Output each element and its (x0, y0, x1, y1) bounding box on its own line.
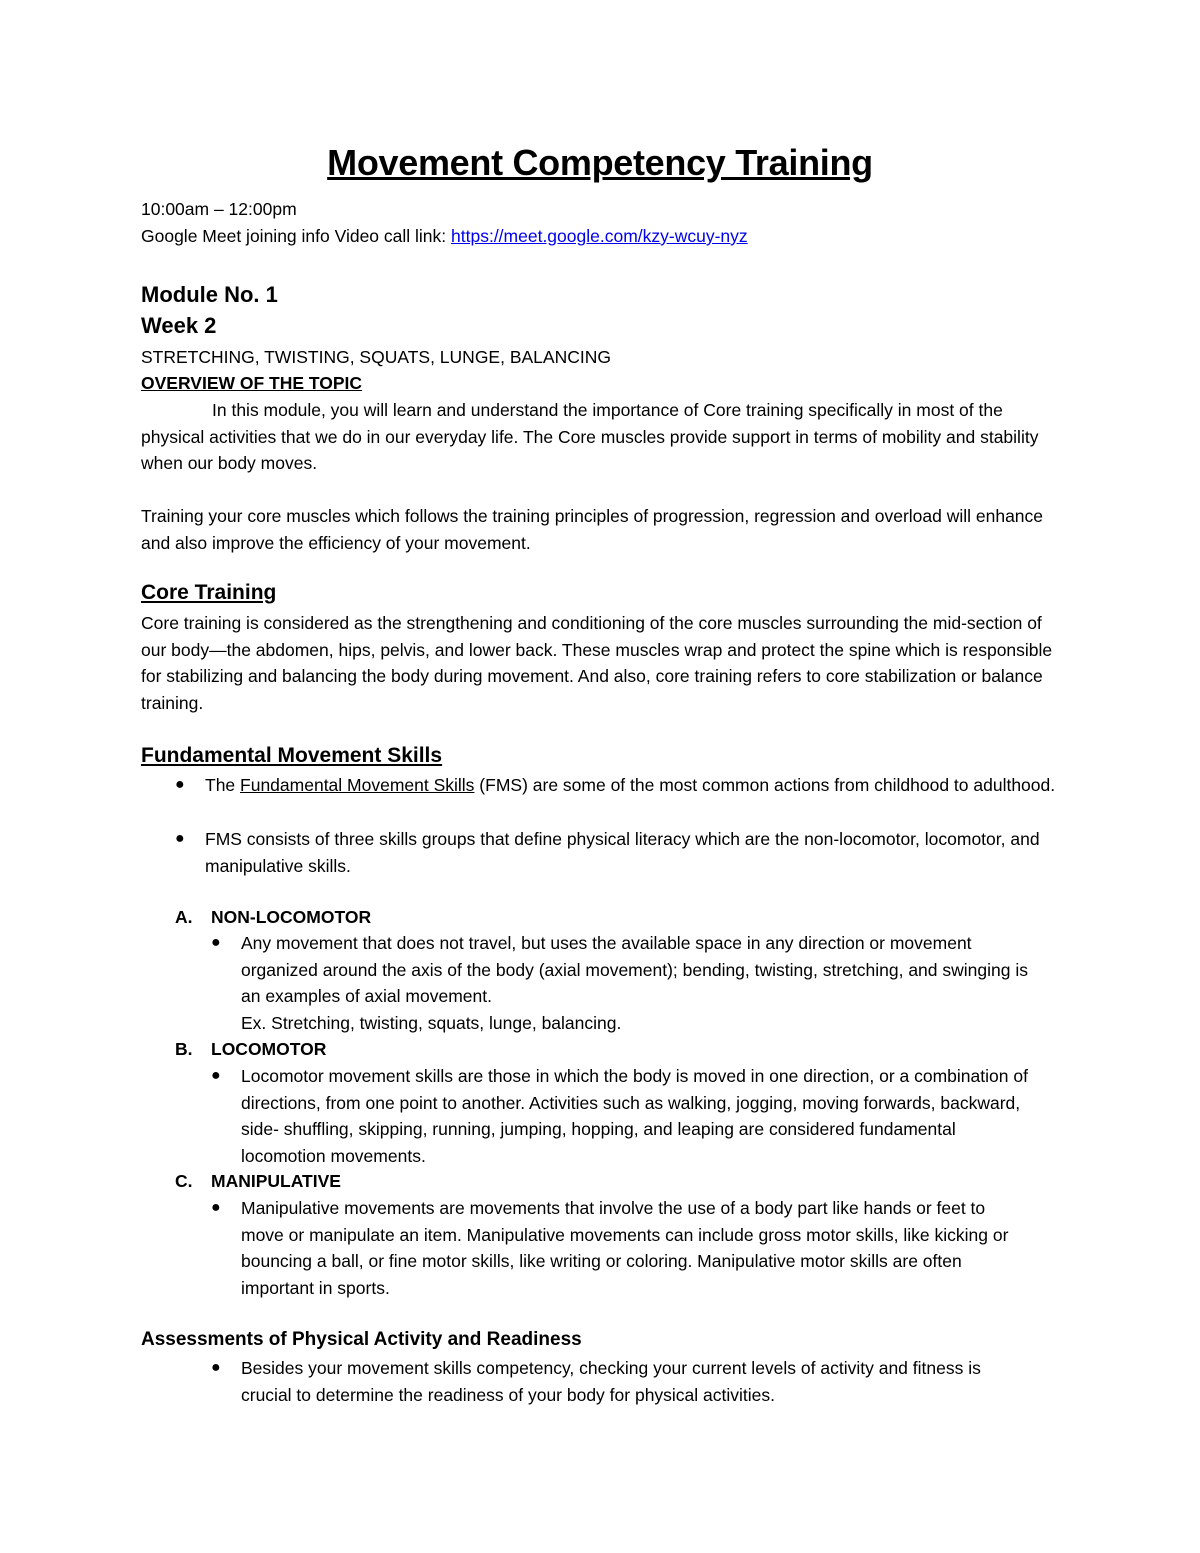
bullet-icon: ● (211, 1359, 221, 1376)
list-item (211, 1063, 1031, 1169)
fms-term: Fundamental Movement Skills (240, 775, 475, 795)
overview-heading: OVERVIEW OF THE TOPIC (141, 373, 363, 393)
overview-paragraph-1: In this module, you will learn and understand the importance of Core training specifically in most of the physical activities that we do in our everyday life. The Core muscles provide support in terms of mobility and stability when our body moves. (141, 400, 1039, 473)
meet-link[interactable]: https://meet.google.com/kzy-wcuy-nyz (451, 226, 748, 246)
list-item (175, 826, 1060, 879)
bullet-icon: ● (211, 1199, 221, 1216)
fms-bullet-2: FMS consists of three skills groups that define physical literacy which are the non-locomotor, locomotor, and manipulative skills. (205, 829, 1040, 876)
module-number: Module No. 1 (141, 282, 278, 307)
bullet-icon: ● (211, 1067, 221, 1084)
topics-line: STRETCHING, TWISTING, SQUATS, LUNGE, BALANCING (141, 347, 611, 367)
overview-paragraph-2: Training your core muscles which follows the training principles of progression, regression and overload will enhance and also improve the efficiency of your movement. (141, 506, 1044, 553)
core-training-heading: Core Training (141, 581, 277, 604)
locomotor-heading: B. LOCOMOTOR (175, 1039, 327, 1059)
assessments-bullet-1: Besides your movement skills competency, checking your current levels of activity and fitness is crucial to determine the readiness of your body for physical activities. (241, 1358, 981, 1405)
non-locomotor-text: Any movement that does not travel, but uses the available space in any direction or movement organized around the axis of the body (axial movement); bending, twisting, stretching, and swinging is an examples of axial movement. Ex. Stretching, twisting, squats, lunge, balancing. (241, 933, 1028, 1033)
bullet-icon: ● (175, 830, 185, 847)
meet-label: Google Meet joining info Video call link: (141, 226, 452, 246)
non-locomotor-heading: A. NON-LOCOMOTOR (175, 907, 372, 927)
list-item (211, 1195, 1031, 1301)
assessments-heading: Assessments of Physical Activity and Readiness (141, 1329, 582, 1350)
list-item (211, 1355, 1031, 1408)
meet-info (141, 223, 748, 250)
fms-bullet-1: The Fundamental Movement Skills (FMS) are some of the most common actions from childhood to adulthood. (205, 775, 1056, 795)
list-item (211, 930, 1031, 1036)
bullet-icon: ● (211, 934, 221, 951)
manipulative-text: Manipulative movements are movements that involve the use of a body part like hands or feet to move or manipulate an item. Manipulative movements can include gross motor skills, like kicking or bouncing a ball, or fine motor skills, like writing or coloring. Manipulative motor skills are often important in sports. (241, 1198, 1009, 1298)
locomotor-text: Locomotor movement skills are those in which the body is moved in one direction, or a combination of directions, from one point to another. Activities such as walking, jogging, moving forwards, backward, side- shuffling, skipping, running, jumping, hopping, and leaping are considered fundamental locomotion movements. (241, 1066, 1028, 1166)
non-locomotor-example: Ex. Stretching, twisting, squats, lunge, balancing. (241, 1012, 622, 1033)
page-title: Movement Competency Training (327, 142, 873, 183)
manipulative-heading: C. MANIPULATIVE (175, 1171, 341, 1191)
core-training-paragraph: Core training is considered as the strengthening and conditioning of the core muscles surrounding the mid-section of our body—the abdomen, hips, pelvis, and lower back. These muscles wrap and protect the spine which is responsible for stabilizing and balancing the body during movement. And also, core training refers to core stabilization or balance training. (141, 613, 1053, 713)
list-item (175, 772, 1060, 799)
bullet-icon: ● (175, 776, 185, 793)
session-time: 10:00am – 12:00pm (141, 199, 297, 219)
fms-heading: Fundamental Movement Skills (141, 744, 443, 767)
week-number: Week 2 (141, 313, 217, 338)
